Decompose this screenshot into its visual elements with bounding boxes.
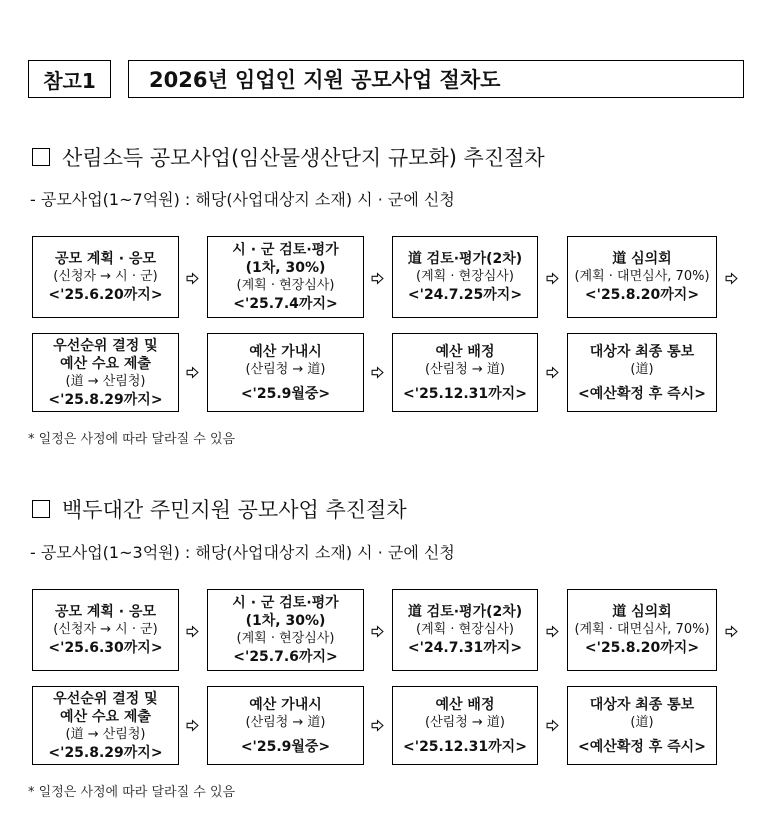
right-arrow-icon: [546, 272, 559, 285]
right-arrow-icon: [546, 719, 559, 732]
step-title: 예산 배정: [435, 343, 495, 360]
step-detail: (道): [630, 714, 654, 730]
section-1-title: 산림소득 공모사업(임산물생산단지 규모화) 추진절차: [62, 146, 545, 170]
section-1-note: * 일정은 사정에 따라 달라질 수 있음: [28, 432, 236, 447]
step-priority: [32, 686, 179, 765]
step-application: [32, 236, 179, 318]
step-date: <'24.7.31까지>: [407, 640, 523, 656]
right-arrow-icon: [371, 272, 384, 285]
step-subtitle: 예산 수요 제출: [60, 708, 151, 725]
section-1-heading: [32, 142, 545, 172]
section-2-heading: [32, 494, 407, 524]
step-title: 공모 계획 · 응모: [54, 604, 157, 620]
right-arrow-icon: [371, 366, 384, 379]
page-title: [128, 60, 744, 98]
step-date: <'25.6.20까지>: [48, 287, 163, 303]
step-detail: (계획 · 현장심사): [236, 631, 335, 646]
step-title: 시 · 군 검토·평가: [232, 242, 339, 258]
right-arrow-icon: [546, 366, 559, 379]
section-2-title: 백두대간 주민지원 공모사업 추진절차: [62, 498, 407, 522]
step-title: 道 심의회: [612, 251, 672, 267]
step-date: <'25.12.31까지>: [403, 385, 527, 402]
step-detail: (계획 · 대면심사, 70%): [574, 269, 710, 284]
step-budget-notice: [207, 333, 364, 412]
step-date: <'25.9월중>: [240, 738, 331, 755]
step-detail: (산림청 → 道): [245, 714, 326, 730]
step-date: <'25.8.20까지>: [584, 640, 700, 656]
right-arrow-icon: [546, 625, 559, 638]
step-title: 대상자 최종 통보: [589, 343, 695, 360]
step-date: <'25.8.20까지>: [584, 287, 700, 303]
step-title: 예산 가내시: [249, 696, 322, 713]
step-title: 예산 배정: [435, 696, 495, 713]
step-title: 공모 계획 · 응모: [54, 251, 157, 267]
step-detail: (산림청 → 道): [425, 361, 505, 377]
step-title: 道 심의회: [612, 604, 672, 620]
right-arrow-icon: [371, 625, 384, 638]
step-title: 우선순위 결정 및: [53, 337, 158, 354]
step-province-review: [392, 589, 538, 671]
step-final-notice: [567, 333, 717, 412]
step-budget-notice: [207, 686, 364, 765]
right-arrow-icon: [186, 719, 199, 732]
step-date: <'25.12.31까지>: [403, 738, 527, 755]
checkbox-icon: [32, 148, 50, 166]
right-arrow-icon: [186, 625, 199, 638]
reference-tag: 참고1: [28, 60, 111, 98]
step-date: <'25.7.6까지>: [233, 649, 338, 665]
step-date: <'25.8.29까지>: [48, 744, 163, 761]
step-title: 대상자 최종 통보: [589, 696, 695, 713]
step-detail: (道 → 산림청): [65, 373, 146, 389]
step-detail: (계획 · 현장심사): [236, 278, 335, 293]
step-detail: (계획 · 현장심사): [416, 622, 514, 637]
step-detail: (산림청 → 道): [425, 714, 505, 730]
step-date: <'24.7.25까지>: [407, 287, 523, 303]
step-city-review: [207, 589, 364, 671]
step-date: <예산확정 후 즉시>: [578, 385, 706, 402]
step-title: 道 검토·평가(2차): [407, 604, 523, 620]
step-application: [32, 589, 179, 671]
section-1-subtitle: - 공모사업(1~7억원) : 해당(사업대상지 소재) 시 · 군에 신청: [30, 190, 455, 209]
step-province-review: [392, 236, 538, 318]
right-arrow-icon: [725, 625, 738, 638]
step-detail: (계획 · 대면심사, 70%): [574, 622, 710, 637]
step-detail: (산림청 → 道): [245, 361, 326, 377]
step-date: <'25.8.29까지>: [48, 391, 163, 408]
step-detail: (계획 · 현장심사): [416, 269, 514, 284]
step-date: <'25.6.30까지>: [48, 640, 163, 656]
step-committee: [567, 236, 717, 318]
section-2-note: * 일정은 사정에 따라 달라질 수 있음: [28, 785, 236, 800]
step-title: 시 · 군 검토·평가: [232, 595, 339, 611]
right-arrow-icon: [371, 719, 384, 732]
section-2-subtitle: - 공모사업(1~3억원) : 해당(사업대상지 소재) 시 · 군에 신청: [30, 543, 455, 562]
right-arrow-icon: [186, 366, 199, 379]
step-budget-allocation: [392, 686, 538, 765]
step-date: <예산확정 후 즉시>: [578, 738, 706, 755]
step-detail: (道 → 산림청): [65, 726, 146, 742]
step-date: <'25.9월중>: [240, 385, 331, 402]
checkbox-icon: [32, 500, 50, 518]
step-detail: (道): [630, 361, 654, 377]
step-city-review: [207, 236, 364, 318]
step-committee: [567, 589, 717, 671]
step-date: <'25.7.4까지>: [233, 296, 338, 312]
page-title-text: 2026년 임업인 지원 공모사업 절차도: [149, 68, 501, 92]
right-arrow-icon: [186, 272, 199, 285]
step-detail: (신청자 → 시 · 군): [53, 622, 158, 637]
step-subtitle: (1차, 30%): [245, 260, 326, 276]
step-budget-allocation: [392, 333, 538, 412]
step-priority: [32, 333, 179, 412]
step-title: 예산 가내시: [249, 343, 322, 360]
step-final-notice: [567, 686, 717, 765]
step-title: 우선순위 결정 및: [53, 690, 158, 707]
step-title: 道 검토·평가(2차): [407, 251, 523, 267]
step-subtitle: (1차, 30%): [245, 613, 326, 629]
right-arrow-icon: [725, 272, 738, 285]
step-subtitle: 예산 수요 제출: [60, 355, 151, 372]
step-detail: (신청자 → 시 · 군): [53, 269, 158, 284]
